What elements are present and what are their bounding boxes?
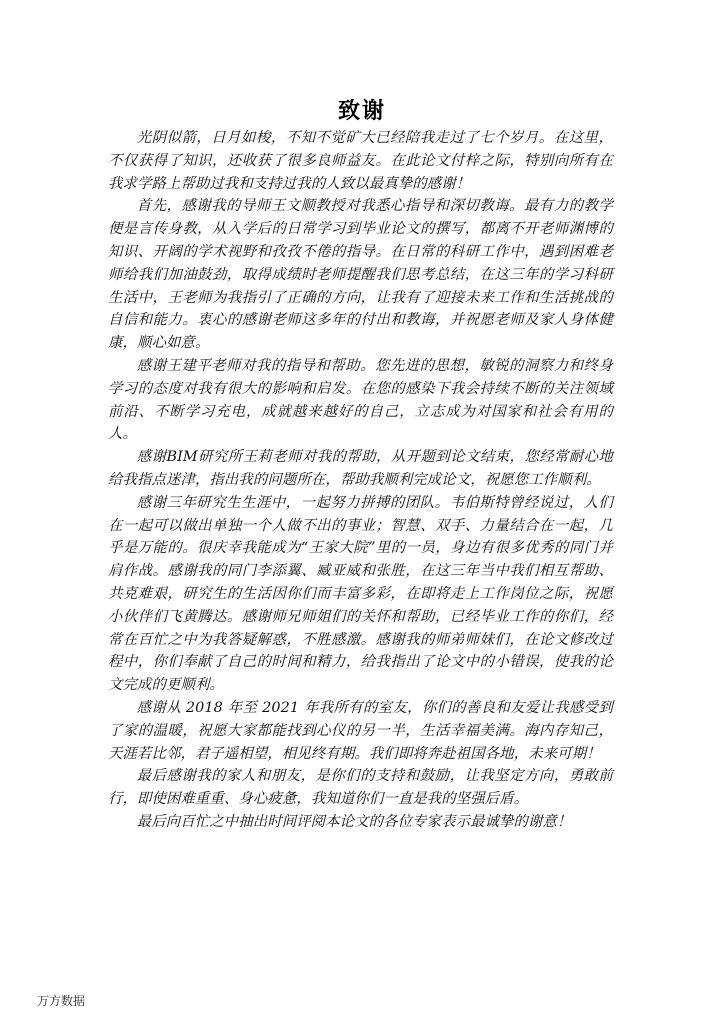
paragraph-teacher-wang-jianping: 感谢王建平老师对我的指导和帮助。您先进的思想，敏锐的洞察力和终身学习的态度对我有很大的影响和启发。在您的感染下我会持续不断的关注领域前沿、不断学习充电，成就越来越好的自己，立志成为对国家和社会有用的人。 [108,357,613,443]
page-title: 致谢 [337,99,386,124]
paragraph-reviewers: 最后向百忙之中抽出时间评阅本论文的各位专家表示最诚挚的谢意！ [136,813,572,830]
paragraph-advisor: 首先，感谢我的导师王文顺教授对我悉心指导和深切教诲。最有力的教学便是言传身教，从入学后的日常学习到毕业论文的撰写，都离不开老师渊博的知识、开阔的学术视野和孜孜不倦的指导。在日常的科研工作中，遇到困难老师给我们加油鼓劲，取得成绩时老师提醒我们思考总结，在这三年的学习科研生活中，王老师为我指引了正确的方向，让我有了迎接未来工作和生活挑战的自信和能力。衷心的感谢老师这多年的付出和教诲，并祝愿老师及家人身体健康，顺心如意。 [108,198,613,352]
acknowledgement-body [108,127,613,834]
paragraph-intro: 光阴似箭，日月如梭，不知不觉矿大已经陪我走过了七个岁月。在这里，不仅获得了知识，还收获了很多良师益友。在此论文付梓之际，特别向所有在我求学路上帮助过我和支持过我的人致以最真挚的感谢！ [108,130,613,192]
paragraph-family: 最后感谢我的家人和朋友，是你们的支持和鼓励，让我坚定方向，勇敢前行，即使困难重重、身心疲惫，我知道你们一直是我的坚强后盾。 [108,768,613,808]
paragraph-teacher-wang-li: 感谢BIM研究所王莉老师对我的帮助，从开题到论文结束，您经常耐心地给我指点迷津，指出我的问题所在，帮助我顺利完成论文，祝愿您工作顺利。 [108,449,613,488]
paragraph-roommates: 感谢从 2018 年至 2021 年我所有的室友，你们的善良和友爱让我感受到了家的温暖，祝愿大家都能找到心仪的另一半，生活幸福美满。海内存知己，天涯若比邻，君子遥相望，相见终有期。我们即将奔赴祖国各地，未来可期！ [108,699,613,762]
watermark-text: 万方数据 [37,994,86,1008]
paragraph-team: 感谢三年研究生生涯中，一起努力拼搏的团队。韦伯斯特曾经说过，人们在一起可以做出单独一个人做不出的事业；智慧、双手、力量结合在一起，几乎是万能的。很庆幸我能成为“王家大院”里的一员，身边有很多优秀的同门并肩作战。感谢我的同门李添翼、臧亚威和张胜，在这三年当中我们相互帮助、共克难艰，研究生的生活因你们而丰富多彩，在即将走上工作岗位之际，祝愿小伙伴们飞黄腾达。感谢师兄师姐们的关怀和帮助，已经毕业工作的你们，经常在百忙之中为我答疑解惑，不胜感激。感谢我的师弟师妹们，在论文修改过程中，你们奉献了自己的时间和精力，给我指出了论文中的小错误，使我的论文完成的更顺利。 [108,494,613,694]
